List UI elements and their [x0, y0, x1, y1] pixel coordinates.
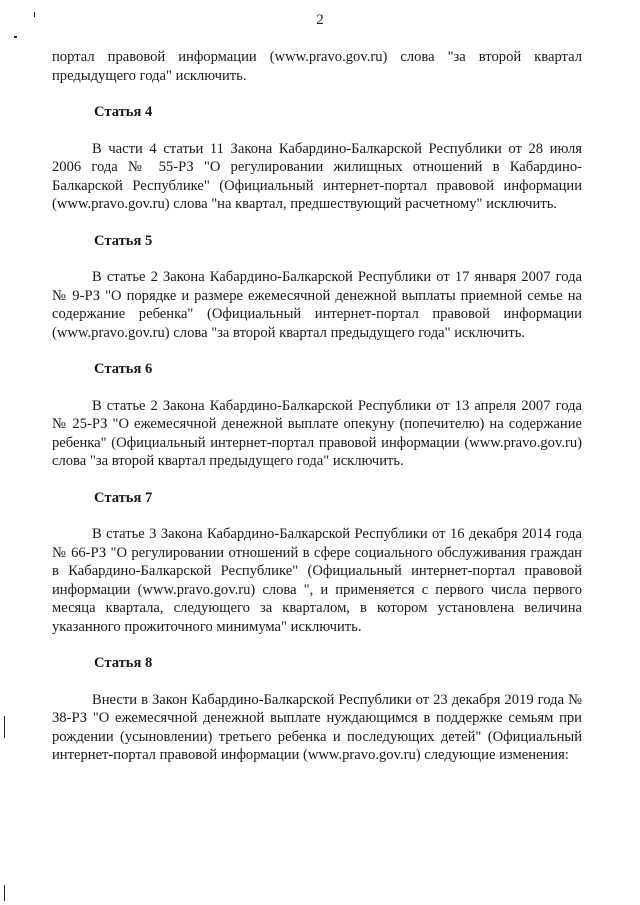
article-text: В статье 2 Закона Кабардино-Балкарской Республики от 17 января 2007 года № 9-РЗ "О порядке и размере ежемесячной денежной выплаты приемной семье на содержание ребенка" (Официальный интернет-портал правовой информации (www.pravo.gov.ru) слова "за второй квартал предыдущего года" исключить. [52, 269, 582, 341]
article-text: В статье 3 Закона Кабардино-Балкарской Республики от 16 декабря 2014 года № 66-РЗ "О регулировании отношений в сфере социального обслуживания граждан в Кабардино-Балкарской Республике" (Официальный интернет-портал правовой информации (www.pravo.gov.ru) слова ", и применяется с первого числа первого месяца квартала, следующего за кварталом, в котором установлена величина указанного прожиточного минимума" исключить. [52, 526, 582, 635]
scan-artifact [14, 36, 17, 38]
article-heading: Статья 5 [94, 232, 153, 249]
article-6 [52, 360, 582, 471]
article-8 [52, 654, 582, 765]
intro-paragraph: портал правовой информации (www.pravo.gov.ru) слова "за второй квартал предыдущего года" исключить. [52, 49, 582, 84]
article-heading: Статья 8 [94, 655, 153, 671]
article-text: В части 4 статьи 11 Закона Кабардино-Балкарской Республики от 28 июля 2006 года № 55-РЗ "О регулировании жилищных отношений в Кабардино-Балкарской Республике" (Официальный интернет-портал правовой информации (www.pravo.gov.ru) слова "на квартал, предшествующий расчетному" исключить. [52, 140, 582, 212]
article-5 [52, 232, 582, 343]
document-body [52, 48, 582, 765]
article-4 [52, 103, 582, 214]
page-number: 2 [316, 12, 324, 28]
article-text: Внести в Закон Кабардино-Балкарской Республики от 23 декабря 2019 года № 38-РЗ "О ежемесячной денежной выплате нуждающимся в поддержке семьям при рождении (усыновлении) третьего ребенка и последующих детей" (Официальный интернет-портал правовой информации (www.pravo.gov.ru) следующие изменения: [52, 691, 582, 763]
scan-artifact [34, 12, 35, 17]
article-heading: Статья 4 [94, 104, 153, 120]
scan-artifact [4, 716, 5, 738]
article-heading: Статья 6 [94, 361, 153, 377]
article-heading: Статья 7 [94, 489, 153, 506]
article-text: В статье 2 Закона Кабардино-Балкарской Республики от 13 апреля 2007 года № 25-РЗ "О ежемесячной денежной выплате опекуну (попечителю) на содержание ребенка" (Официальный интернет-портал правовой информации (www.pravo.gov.ru) слова "за второй квартал предыдущего года" исключить. [52, 397, 582, 469]
article-7 [52, 489, 582, 637]
scan-artifact [4, 885, 5, 901]
